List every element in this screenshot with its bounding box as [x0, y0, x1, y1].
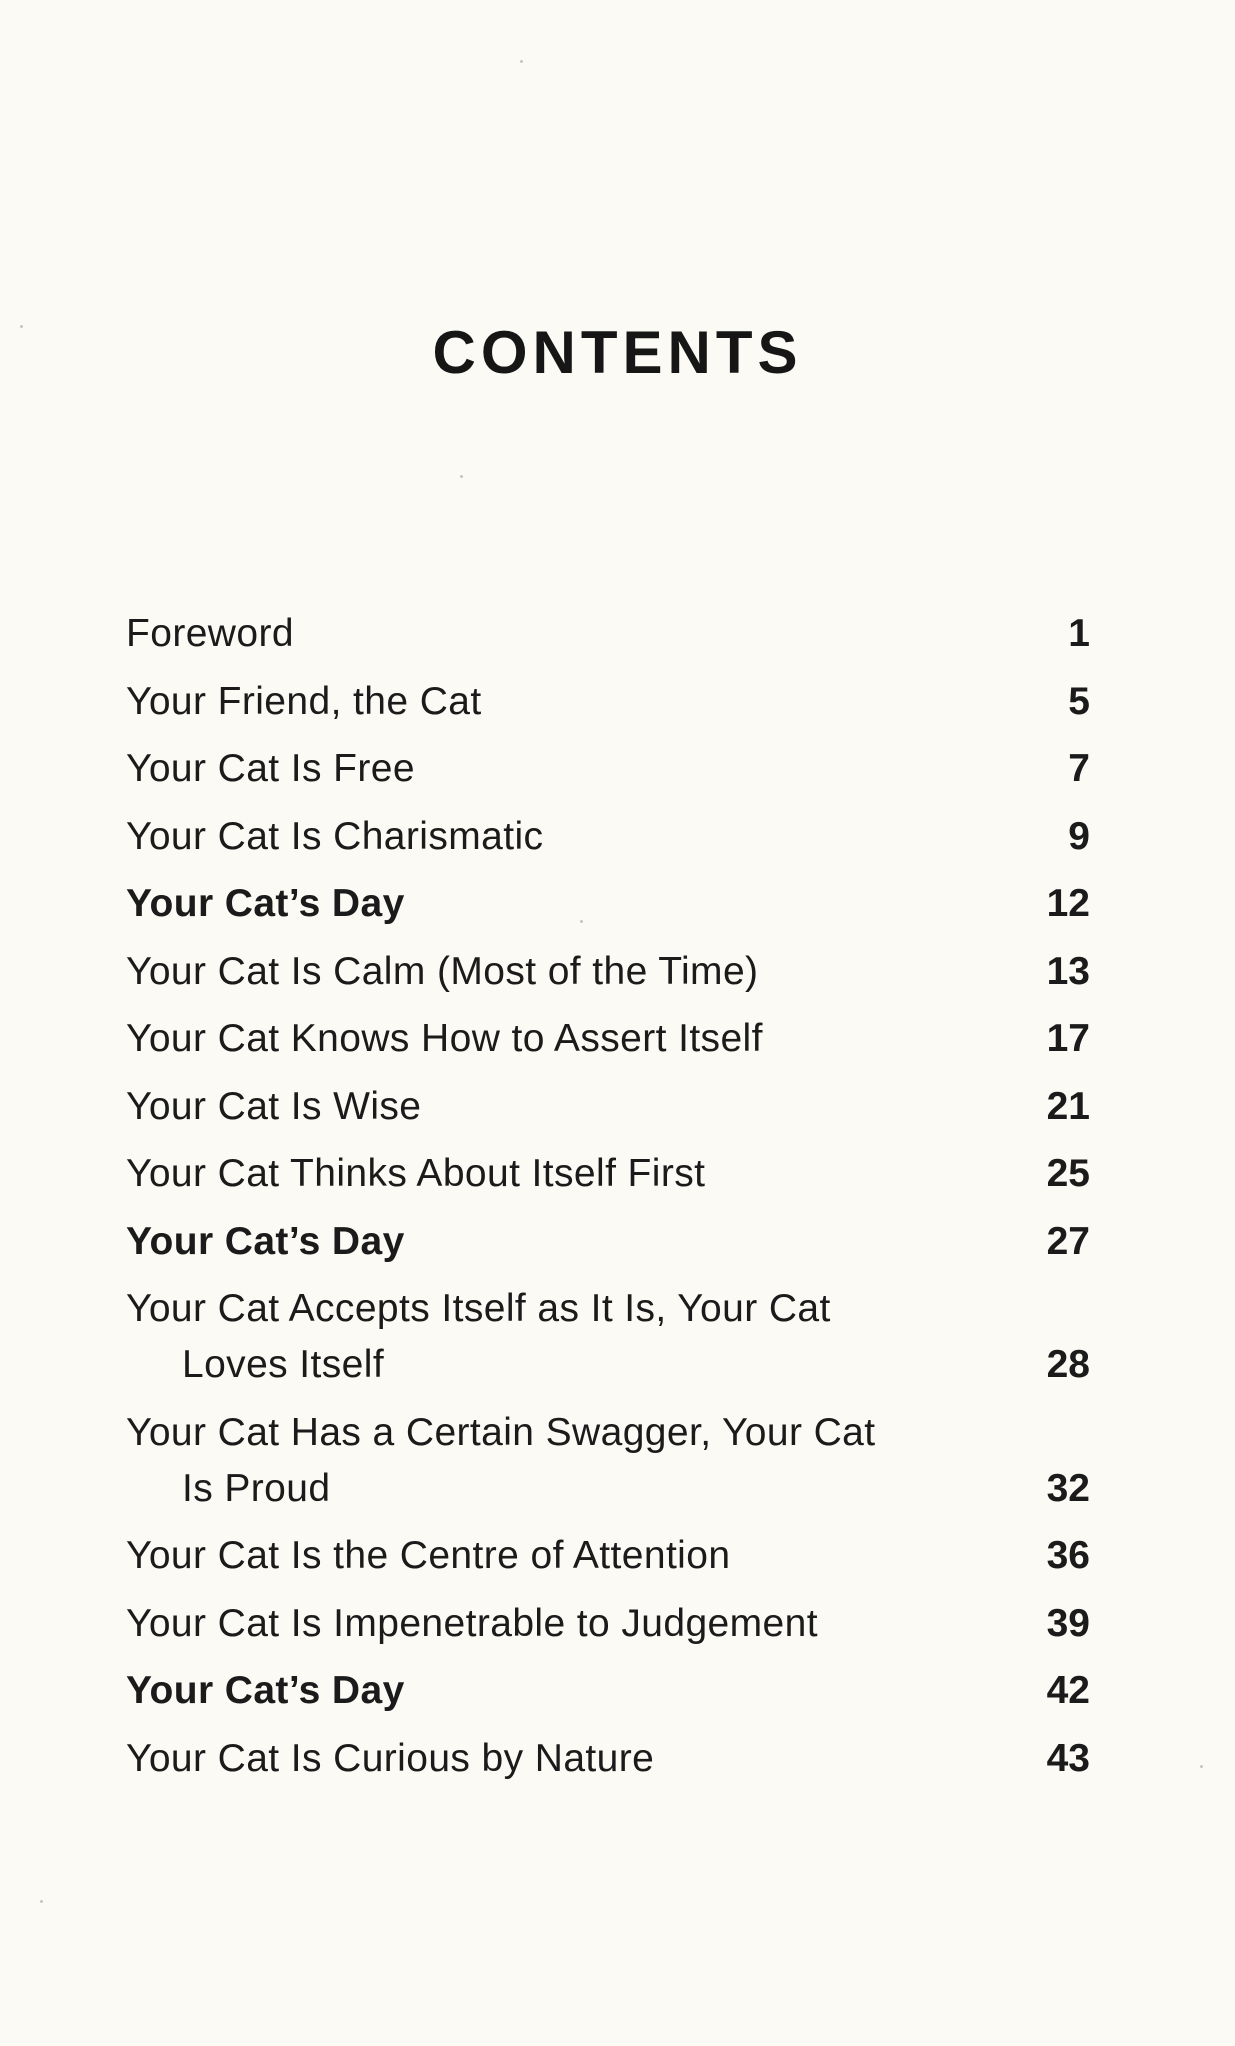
toc-entry-title: Your Cat Has a Certain Swagger, Your Cat — [126, 1410, 876, 1454]
paper-speck — [40, 1900, 43, 1903]
toc-row — [126, 1079, 1090, 1135]
toc-entry-title: Your Cat Is Free — [126, 747, 415, 790]
toc-row-section-heading — [126, 1214, 1090, 1270]
toc-entry-title: Your Cat’s Day — [126, 882, 405, 925]
toc-row — [126, 741, 1090, 797]
toc-entry-title: Your Cat Is Wise — [126, 1084, 422, 1128]
toc-row — [126, 1281, 1090, 1393]
toc-row — [126, 1405, 1090, 1517]
toc-page-number: 39 — [1046, 1601, 1090, 1645]
toc-row — [126, 674, 1090, 730]
toc-entry-title: Your Cat Accepts Itself as It Is, Your Cat — [126, 1287, 831, 1330]
toc-row — [126, 1011, 1090, 1067]
toc-row — [126, 809, 1090, 865]
toc-entry-title: Your Cat’s Day — [126, 1669, 405, 1712]
toc-row — [126, 1528, 1090, 1584]
toc-entry-title: Your Cat Thinks About Itself First — [126, 1152, 706, 1195]
toc-entry-title-block — [126, 1405, 876, 1517]
toc-page-number: 36 — [1046, 1534, 1090, 1577]
toc-entry-title: Your Cat Is Charismatic — [126, 814, 544, 858]
toc-page-number: 27 — [1046, 1219, 1090, 1263]
paper-speck — [460, 475, 463, 478]
toc-row-section-heading — [126, 1663, 1090, 1719]
toc-row — [126, 1731, 1090, 1787]
toc-row — [126, 1596, 1090, 1652]
toc-page-number: 21 — [1046, 1084, 1090, 1128]
paper-speck — [520, 60, 523, 63]
toc-page-number: 42 — [1046, 1669, 1090, 1712]
toc-page-number: 25 — [1046, 1152, 1090, 1195]
paper-speck — [580, 920, 583, 923]
toc-entry-title: Your Cat Is Calm (Most of the Time) — [126, 949, 759, 993]
toc-page-number: 13 — [1046, 949, 1090, 993]
toc-page-number: 1 — [1068, 612, 1090, 655]
toc-page-number: 43 — [1046, 1736, 1090, 1780]
toc-page-number: 28 — [1046, 1343, 1090, 1386]
toc-row-foreword — [126, 606, 1090, 662]
paper-speck — [20, 325, 23, 328]
toc-entry-title: Your Cat’s Day — [126, 1219, 405, 1263]
toc-row — [126, 1146, 1090, 1202]
toc-entry-title: Your Cat Is Curious by Nature — [126, 1736, 655, 1780]
toc-entry-title: Your Cat Knows How to Assert Itself — [126, 1017, 763, 1060]
toc-row-section-heading — [126, 876, 1090, 932]
paper-speck — [1200, 1765, 1203, 1768]
toc-page-number: 17 — [1046, 1017, 1090, 1060]
page-title: CONTENTS — [432, 319, 803, 386]
toc-entry-title-block — [126, 1281, 831, 1393]
toc-entry-title: Foreword — [126, 612, 294, 655]
toc-entry-title: Your Cat Is the Centre of Attention — [126, 1534, 731, 1577]
toc-entry-title-continuation: Loves Itself — [182, 1343, 385, 1386]
toc-entry-title-continuation: Is Proud — [182, 1466, 331, 1510]
toc-page-number: 12 — [1046, 882, 1090, 925]
toc-row — [126, 944, 1090, 1000]
table-of-contents — [126, 606, 1090, 1798]
toc-page-number: 7 — [1068, 747, 1090, 790]
toc-page-number: 9 — [1068, 814, 1090, 858]
toc-entry-title: Your Cat Is Impenetrable to Judgement — [126, 1601, 818, 1645]
toc-page-number: 32 — [1046, 1466, 1090, 1510]
toc-entry-title: Your Friend, the Cat — [126, 679, 482, 723]
toc-page-number: 5 — [1068, 679, 1090, 723]
